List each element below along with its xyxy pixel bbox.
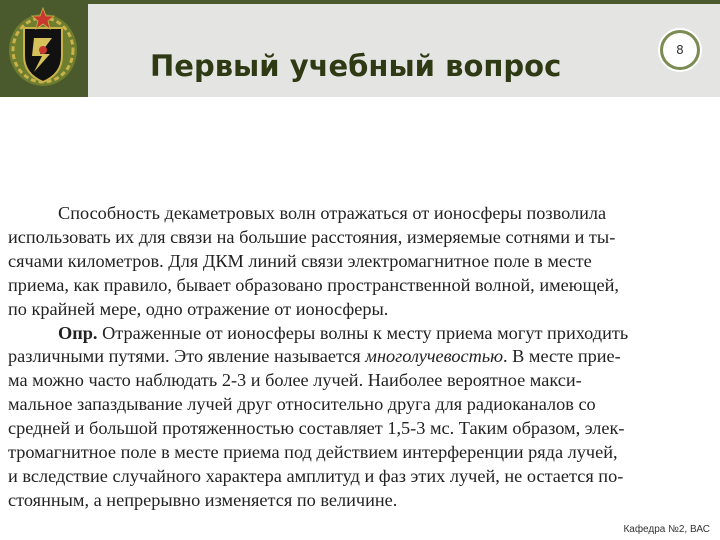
page-number-badge (658, 28, 702, 72)
academy-emblem-icon (4, 6, 82, 90)
paragraph-line (8, 345, 712, 369)
paragraph-line: приема, как правило, бывает образовано пространственной волной, имеющей, (8, 274, 619, 295)
paragraph-line: тромагнитное поле в месте приема под действием интерференции ряда лучей, (8, 442, 618, 463)
footer-caption: Кафедра №2, ВАС (623, 524, 710, 535)
slide-title: Первый учебный вопрос (150, 49, 562, 83)
page-number: 8 (663, 33, 697, 67)
paragraph-text: различными путями. Это явление называется (8, 346, 366, 367)
paragraph-line: мальное запаздывание лучей друг относительно друга для радиоканалов со (8, 394, 596, 415)
paragraph-text: . В месте прие- (503, 346, 621, 367)
italic-term: многолучевостью (365, 346, 504, 367)
text-block (8, 202, 712, 513)
paragraph-line (8, 322, 712, 346)
paragraph-line: по крайней мере, одно отражение от ионосферы. (8, 298, 389, 319)
paragraph-line: и вследствие случайного характера амплитуд и фаз этих лучей, не остается по- (8, 465, 624, 486)
paragraph-line: ма можно часто наблюдать 2-3 и более лучей. Наиболее вероятное макси- (8, 370, 582, 391)
header-bar (0, 0, 720, 97)
definition-term: Опр. (58, 322, 98, 343)
paragraph-line: средней и большой протяженностью составляет 1,5-3 мс. Таким образом, элек- (8, 418, 625, 439)
paragraph-line: сячами километров. Для ДКМ линий связи электромагнитное поле в месте (8, 250, 592, 271)
paragraph-text: Отраженные от ионосферы волны к месту приема могут приходить (97, 322, 629, 343)
paragraph-line: Способность декаметровых волн отражаться от ионосферы позволила (58, 203, 607, 223)
paragraph-line: использовать их для связи на большие расстояния, измеряемые сотнями и ты- (8, 226, 616, 247)
paragraph-line: стоянным, а непрерывно изменяется по величине. (8, 489, 398, 510)
